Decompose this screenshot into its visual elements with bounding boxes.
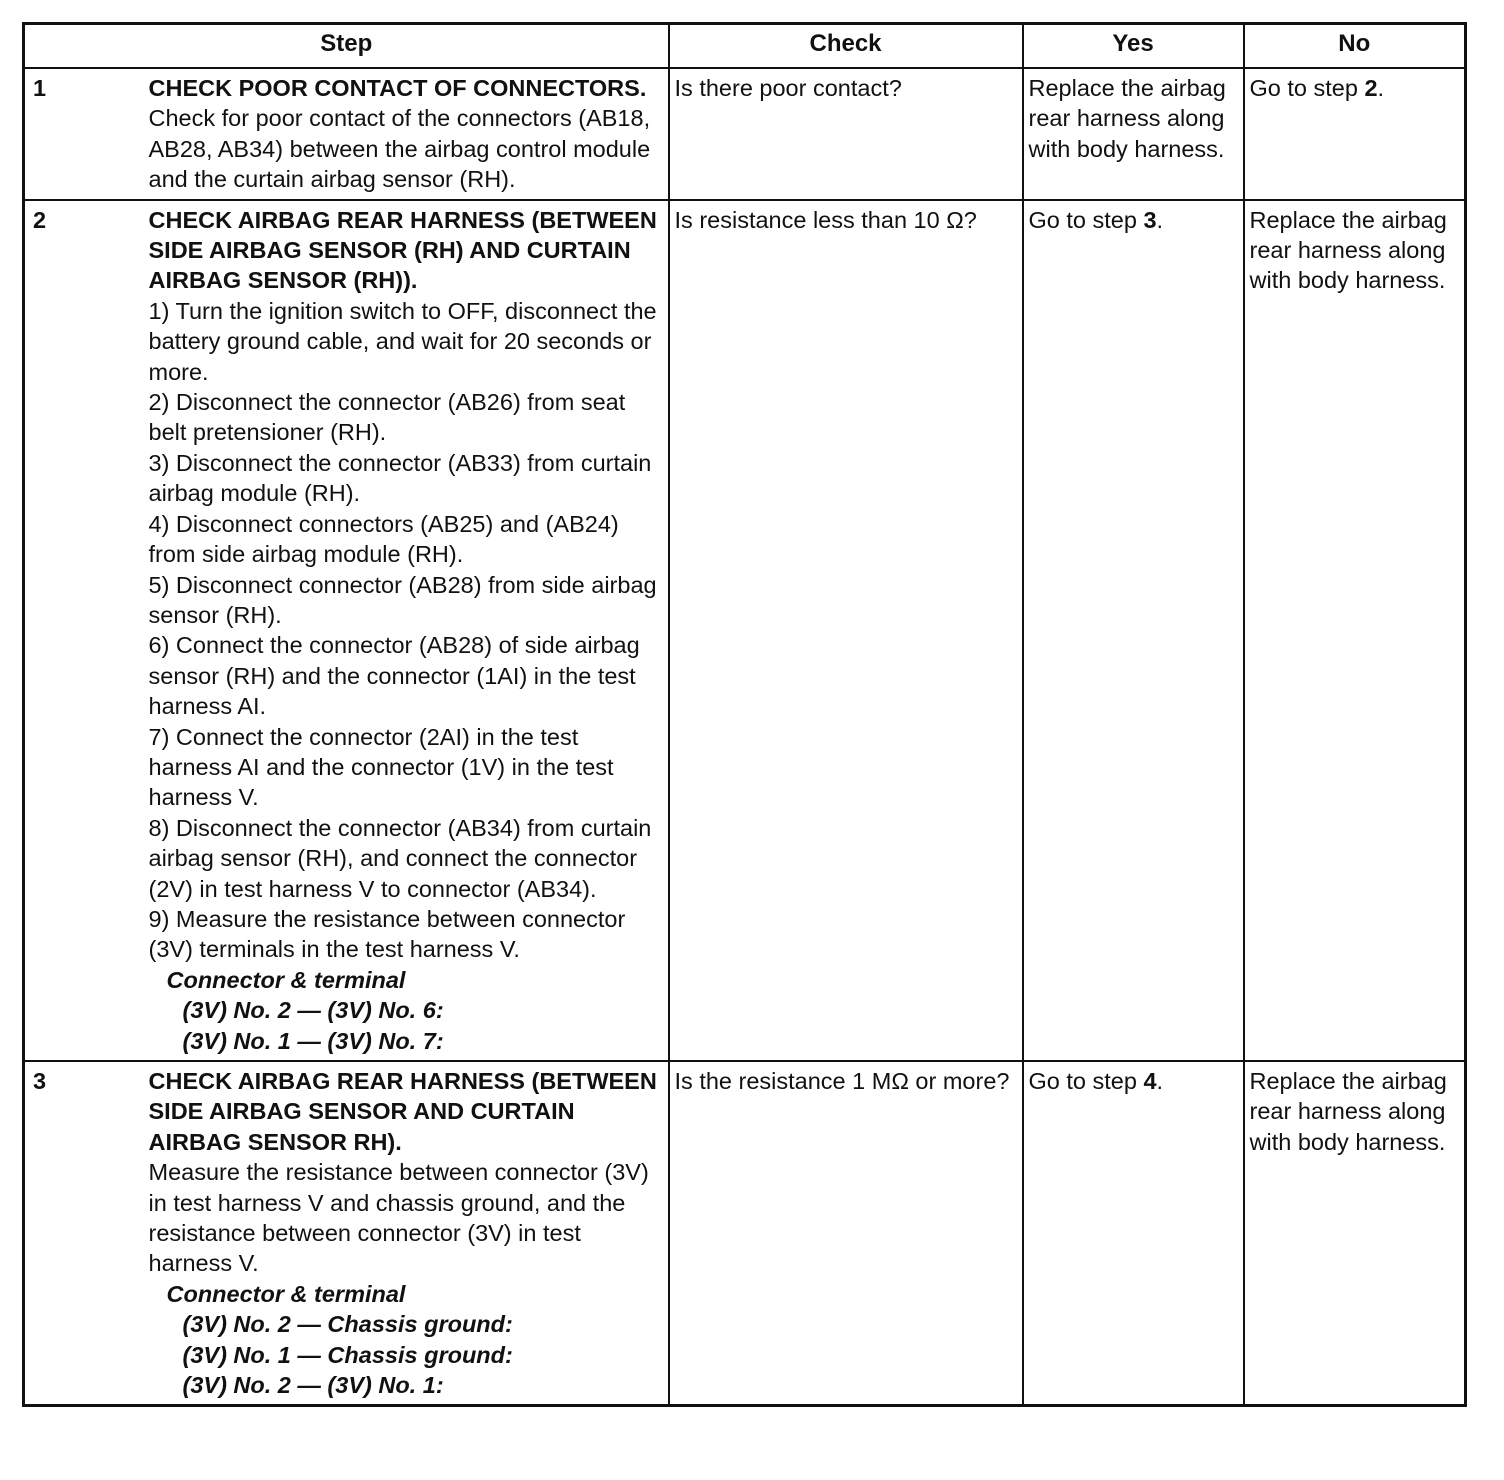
diagnostic-table xyxy=(22,22,1467,1407)
step-instruction: 5) Disconnect connector (AB28) from side airbag sensor (RH). xyxy=(148,571,657,628)
yes-cell xyxy=(1023,1061,1244,1406)
no-suffix: . xyxy=(1377,75,1385,101)
step-content xyxy=(146,68,669,200)
header-yes: Yes xyxy=(1023,24,1244,69)
header-row xyxy=(24,24,1466,69)
step-instruction: Measure the resistance between connector (3V) in test harness V and chassis ground, and the resistance between connector (3V) in test harness V. xyxy=(148,1159,649,1277)
step-instruction: 9) Measure the resistance between connector (3V) terminals in the test harness V. xyxy=(148,905,626,963)
check-cell: Is there poor contact? xyxy=(669,68,1023,200)
terminal-spec: (3V) No. 1 — (3V) No. 7: xyxy=(182,1027,444,1054)
step-title: CHECK AIRBAG REAR HARNESS (BETWEEN SIDE AIRBAG SENSOR AND CURTAIN AIRBAG SENSOR RH). xyxy=(148,1068,657,1155)
terminal-spec: (3V) No. 2 — Chassis ground: xyxy=(182,1311,513,1338)
yes-cell xyxy=(1023,200,1244,1061)
header-no: No xyxy=(1244,24,1466,69)
step-number: 2 xyxy=(24,200,146,1061)
step-number: 1 xyxy=(24,68,146,200)
step-instruction: 7) Connect the connector (2AI) in the test harness AI and the connector (1V) in the test harness V. xyxy=(148,723,614,811)
yes-text: Go to step xyxy=(1028,1068,1144,1094)
no-cell: Replace the airbag rear harness along with body harness. xyxy=(1244,200,1466,1061)
step-instruction: Check for poor contact of the connectors (AB18, AB28, AB34) between the airbag control module and the curtain airbag sensor (RH). xyxy=(148,105,651,193)
step-instruction: 1) Turn the ignition switch to OFF, disconnect the battery ground cable, and wait for 20 seconds or more. xyxy=(148,297,657,385)
no-cell: Replace the airbag rear harness along with body harness. xyxy=(1244,1061,1466,1406)
step-instruction: 2) Disconnect the connector (AB26) from seat belt pretensioner (RH). xyxy=(148,389,626,446)
yes-suffix: . xyxy=(1156,1068,1164,1094)
check-cell: Is resistance less than 10 Ω? xyxy=(669,200,1023,1061)
no-step-ref: 2 xyxy=(1364,75,1378,101)
no-cell xyxy=(1244,68,1466,200)
header-step: Step xyxy=(24,24,669,69)
check-cell: Is the resistance 1 MΩ or more? xyxy=(669,1061,1023,1406)
step-title: CHECK AIRBAG REAR HARNESS (BETWEEN SIDE AIRBAG SENSOR (RH) AND CURTAIN AIRBAG SENSOR (RH)). xyxy=(148,206,657,294)
step-instruction: 8) Disconnect the connector (AB34) from curtain airbag sensor (RH), and connect the connector (2V) in test harness V to connector (AB34). xyxy=(148,814,652,902)
step-instruction: 3) Disconnect the connector (AB33) from curtain airbag module (RH). xyxy=(148,449,652,507)
step-instruction: 6) Connect the connector (AB28) of side airbag sensor (RH) and the connector (1AI) in the test harness AI. xyxy=(148,632,640,720)
header-check: Check xyxy=(669,24,1023,69)
step-content xyxy=(146,1061,669,1406)
yes-suffix: . xyxy=(1156,206,1164,233)
step-instruction: 4) Disconnect connectors (AB25) and (AB24) from side airbag module (RH). xyxy=(148,510,619,568)
step-number: 3 xyxy=(24,1061,146,1406)
step-content xyxy=(146,200,669,1061)
terminal-spec: (3V) No. 2 — (3V) No. 6: xyxy=(182,997,444,1024)
terminal-spec: (3V) No. 1 — Chassis ground: xyxy=(182,1341,513,1368)
yes-step-ref: 3 xyxy=(1143,206,1157,233)
no-text: Go to step xyxy=(1249,75,1365,101)
table-row xyxy=(24,200,1466,1061)
terminal-heading: Connector & terminal xyxy=(166,1280,406,1307)
yes-step-ref: 4 xyxy=(1143,1068,1157,1094)
table-row xyxy=(24,1061,1466,1406)
terminal-spec: (3V) No. 2 — (3V) No. 1: xyxy=(182,1372,444,1399)
yes-cell: Replace the airbag rear harness along with body harness. xyxy=(1023,68,1244,200)
table-row xyxy=(24,68,1466,200)
yes-text: Go to step xyxy=(1028,206,1144,233)
step-title: CHECK POOR CONTACT OF CONNECTORS. xyxy=(148,75,647,101)
terminal-heading: Connector & terminal xyxy=(166,966,406,993)
